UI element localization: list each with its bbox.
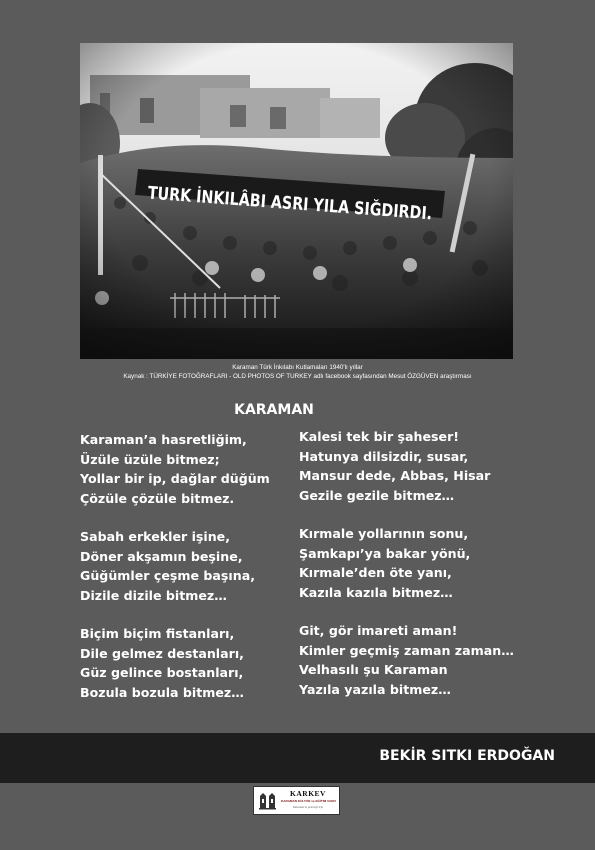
logo-subtitle: KARAMAN KÜLTÜR ve EĞİTİM VAKFI [281, 799, 337, 803]
stanza-right-3 [299, 621, 514, 699]
stanza-left-3 [80, 624, 244, 702]
poem-line: Kimler geçmiş zaman zaman… [299, 642, 514, 658]
poem-line: Güz gelince bostanları, [80, 665, 244, 681]
poem-line: Dile gelmez destanları, [80, 645, 244, 661]
photo-source: Kaynak : TÜRKİYE FOTOĞRAFLARI - OLD PHOTOS OF TURKEY adlı facebook sayfasından Mesut ÖZGÜVEN araştırması [123, 373, 472, 380]
poem-line: Dizile dizile bitmez… [80, 587, 227, 603]
poem-title: KARAMAN [234, 402, 314, 418]
poem-line: Kazıla kazıla bitmez… [299, 584, 453, 600]
poem-line: Şamkapı’ya bakar yönü, [299, 545, 471, 561]
poem-line: Bozula bozula bitmez… [80, 684, 244, 700]
poem-line: Yazıla yazıla bitmez… [299, 681, 451, 697]
author-bar [0, 733, 595, 783]
photo-caption: Karaman Türk İnkılabı Kutlamaları 1940'lı yıllar [232, 364, 363, 371]
poem-line: Hatunya dilsizdir, susar, [299, 448, 469, 464]
foundation-emblem-icon [258, 790, 277, 810]
stanza-right-1 [299, 427, 490, 505]
stanza-right-2 [299, 524, 470, 602]
poem-line: Üzüle üzüle bitmez; [80, 451, 220, 467]
stanza-left-2 [80, 527, 255, 605]
stanza-left-1 [80, 430, 270, 508]
poem-line: Kırmale yollarının sonu, [299, 526, 469, 541]
author-name: BEKİR SITKI ERDOĞAN [379, 748, 555, 764]
historic-photo [80, 43, 513, 359]
poem-line: Biçim biçim fistanları, [80, 626, 235, 641]
poem-line: Yollar bir ip, dağlar düğüm [80, 471, 270, 487]
poem-line: Mansur dede, Abbas, Hisar [299, 468, 491, 484]
poem-line: Çözüle çözüle bitmez. [80, 490, 235, 506]
poem-line: Sabah erkekler işine, [80, 529, 231, 544]
poem-line: Kalesi tek bir şaheser! [299, 429, 460, 444]
logo-name: KARKEV [290, 789, 326, 798]
logo-motto: Karaman'ın geleceği için [292, 805, 324, 809]
poem-line: Döner akşamın beşine, [80, 548, 243, 564]
poem-line: Gezile gezile bitmez… [299, 487, 455, 503]
poem-line: Velhasılı şu Karaman [299, 662, 448, 678]
poem-line: Karaman’a hasretliğim, [80, 432, 247, 447]
poem-line: Git, gör imareti aman! [299, 623, 458, 638]
poem-line: Kırmale’den öte yanı, [299, 565, 452, 581]
poem-line: Güğümler çeşme başına, [80, 568, 255, 584]
karkev-logo [253, 786, 340, 815]
